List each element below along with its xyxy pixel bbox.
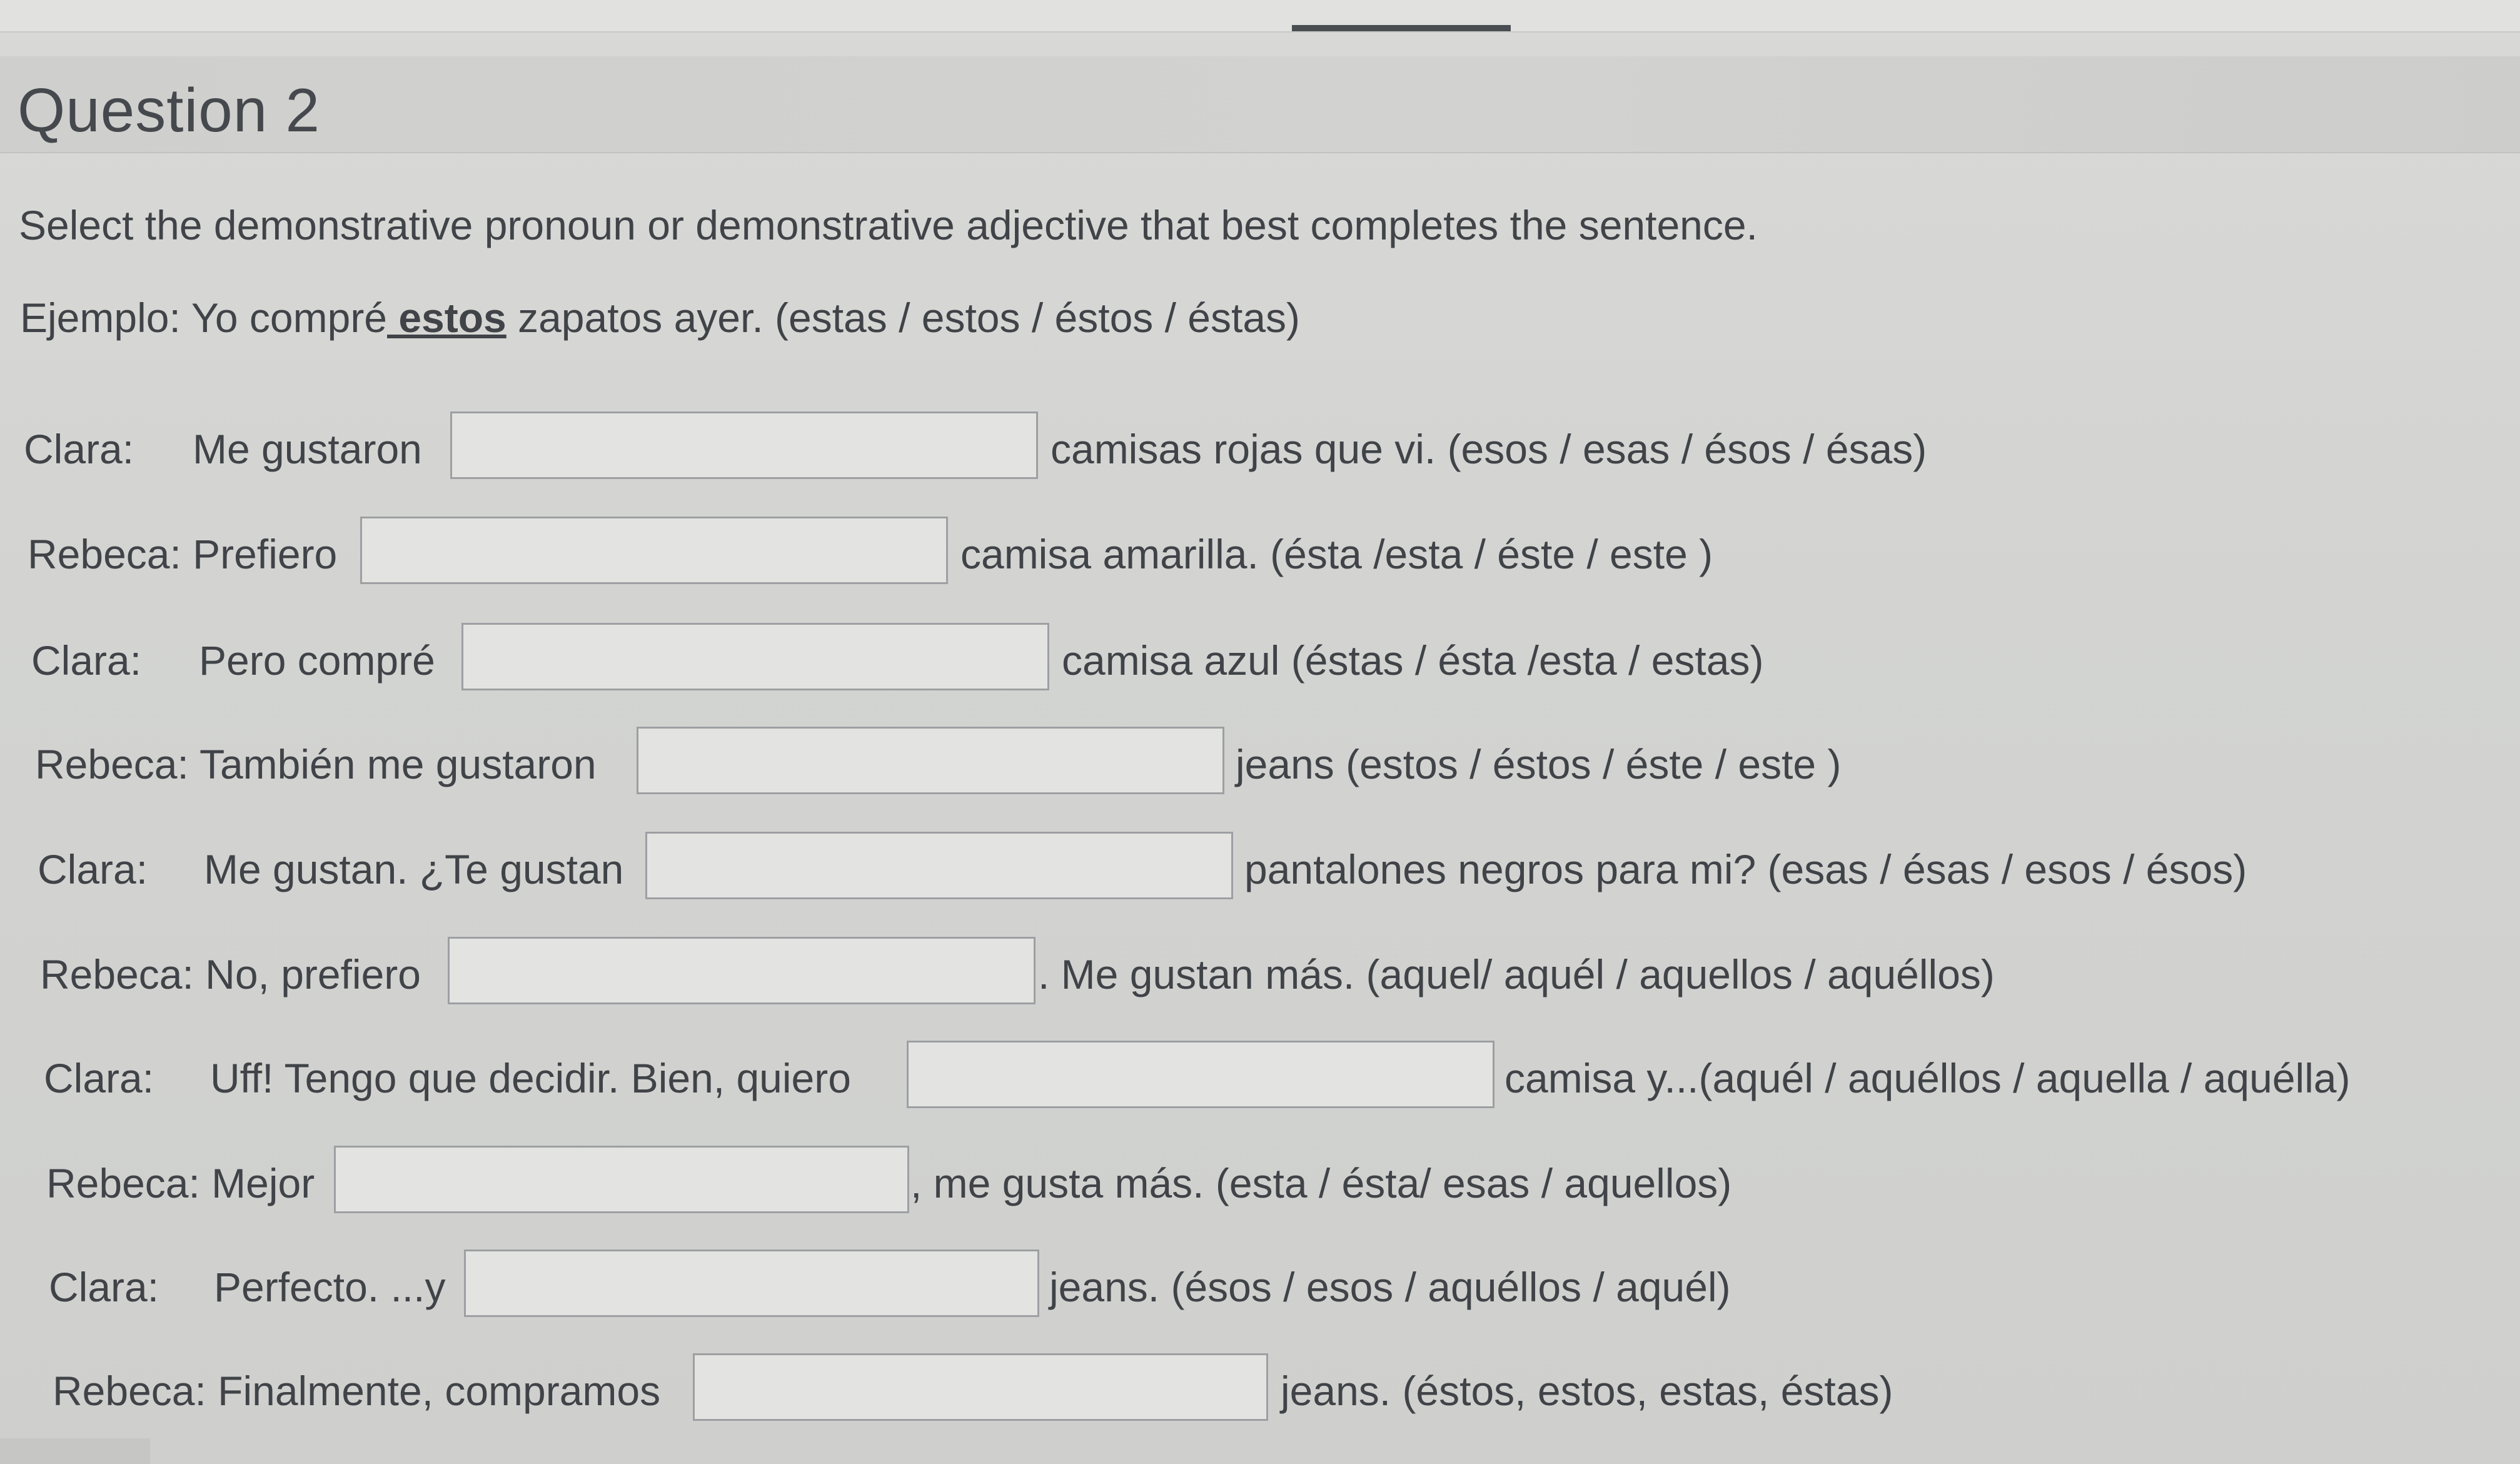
answer-blank-3[interactable] (461, 623, 1049, 690)
speaker-label: Rebeca: No, prefiero (40, 951, 421, 997)
answer-blank-8[interactable] (334, 1146, 909, 1213)
sentence-tail: jeans. (éstos, estos, estas, éstas) (1281, 1368, 1893, 1414)
sentence-lead: Pero compré (199, 637, 435, 684)
sentence-lead: Me gustaron (193, 426, 422, 472)
question-instructions: Select the demonstrative pronoun or demonstrative adjective that best completes the sentence. (19, 202, 1758, 248)
footer-strip (0, 1438, 150, 1464)
sentence-tail: camisas rojas que vi. (esos / esas / ésos / ésas) (1051, 426, 1927, 472)
sentence-tail: , me gusta más. (esta / ésta/ esas / aquellos) (910, 1160, 1732, 1206)
speaker-label: Clara: (44, 1055, 154, 1101)
sentence-tail: jeans (estos / éstos / éste / este ) (1236, 741, 1842, 787)
speaker-label: Clara: (31, 637, 142, 684)
sentence-tail: camisa y...(aquél / aquéllos / aquella / aquélla) (1504, 1055, 2351, 1101)
example-sentence (20, 294, 1300, 341)
example-answer: estos (387, 295, 507, 341)
sentence-tail: jeans. (ésos / esos / aquéllos / aquél) (1049, 1264, 1731, 1310)
answer-blank-10[interactable] (693, 1353, 1268, 1421)
speaker-label: Clara: (24, 426, 134, 472)
sentence-row (24, 411, 2500, 480)
question-header (0, 56, 2520, 153)
sentence-row (49, 1249, 2520, 1318)
sentence-lead: Me gustan. ¿Te gustan (204, 846, 624, 892)
speaker-label: Rebeca: Prefiero (28, 531, 338, 577)
answer-blank-9[interactable] (464, 1249, 1039, 1317)
sentence-row (31, 623, 2507, 692)
sentence-tail: pantalones negros para mi? (esas / ésas / esos / ésos) (1244, 846, 2247, 892)
sentence-row (44, 1041, 2520, 1109)
example-suffix: zapatos ayer. (estas / estos / éstos / éstas) (506, 295, 1301, 341)
answer-blank-1[interactable] (450, 411, 1038, 479)
speaker-label: Clara: (38, 846, 148, 892)
example-prefix: Ejemplo: Yo compré (20, 295, 388, 341)
sentence-tail: camisa amarilla. (ésta /esta / éste / este ) (960, 531, 1713, 577)
speaker-label: Rebeca: Mejor (46, 1160, 315, 1206)
tab-indicator (1292, 25, 1511, 31)
answer-blank-6[interactable] (448, 937, 1036, 1004)
answer-blank-7[interactable] (907, 1041, 1494, 1108)
sentence-row (35, 727, 2511, 795)
top-bar (0, 0, 2520, 33)
speaker-label: Rebeca: También me gustaron (35, 741, 597, 787)
sentence-row (46, 1146, 2520, 1214)
sentence-lead: Uff! Tengo que decidir. Bien, quiero (210, 1055, 851, 1101)
speaker-label: Clara: (49, 1264, 159, 1310)
question-title: Question 2 (18, 76, 320, 144)
answer-blank-5[interactable] (645, 832, 1233, 899)
sentence-tail: . Me gustan más. (aquel/ aquél / aquellos / aquéllos) (1038, 951, 1995, 997)
speaker-label: Rebeca: Finalmente, compramos (53, 1368, 661, 1414)
sentence-row (40, 937, 2516, 1006)
sentence-row (53, 1353, 2516, 1422)
sentence-row (28, 517, 2504, 585)
answer-blank-2[interactable] (360, 517, 948, 584)
answer-blank-4[interactable] (637, 727, 1224, 794)
sentence-lead: Perfecto. ...y (214, 1264, 446, 1310)
sentence-row (38, 832, 2514, 901)
sentence-tail: camisa azul (éstas / ésta /esta / estas) (1062, 637, 1764, 684)
